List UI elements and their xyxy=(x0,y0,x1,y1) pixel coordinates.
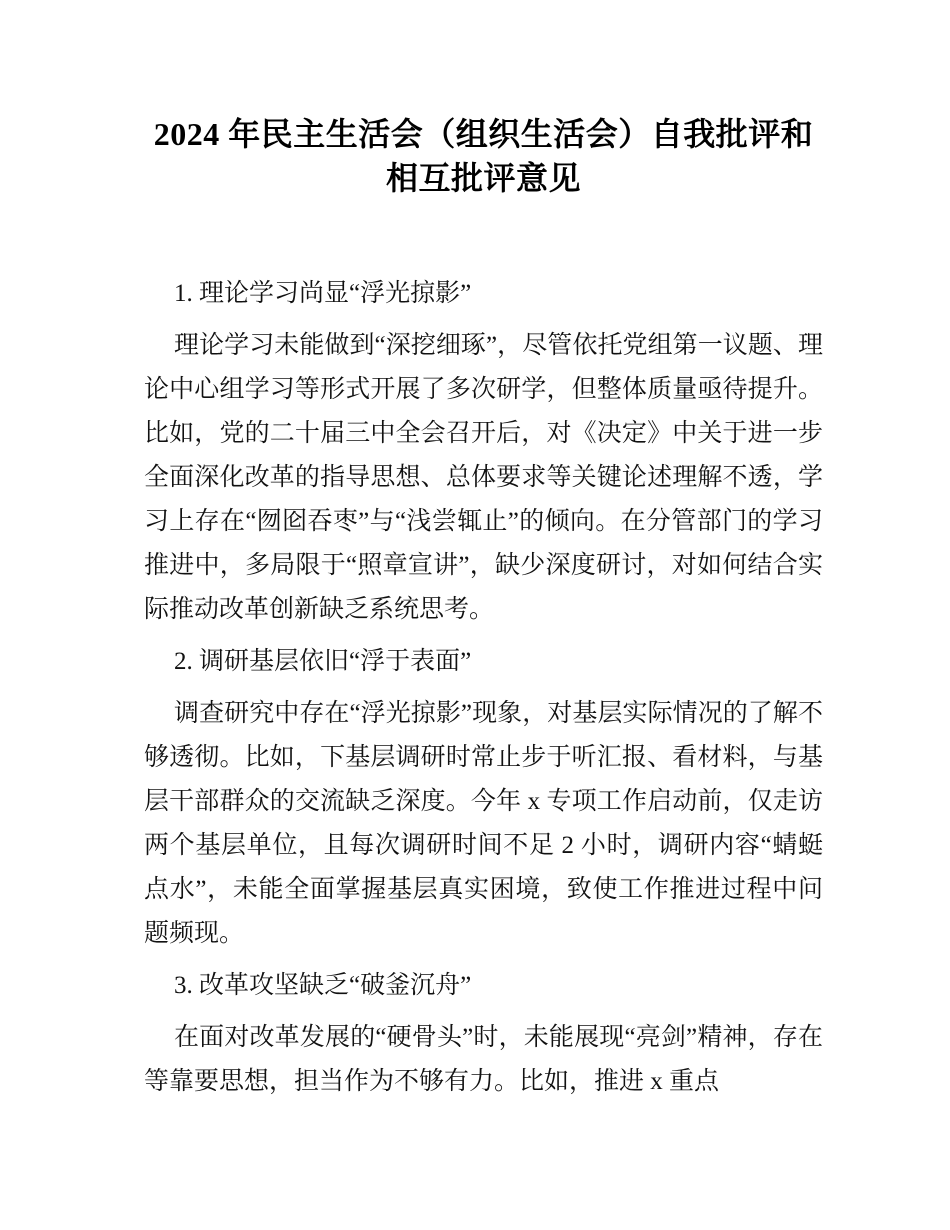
document-content xyxy=(144,112,823,1104)
section-heading: 2. 调研基层依旧“浮于表面” xyxy=(174,648,472,675)
body-paragraph: 在面对改革发展的“硬骨头”时，未能展现“亮剑”精神，存在等靠要思想，担当作为不够有力。比如，推进 x 重点 xyxy=(144,1024,823,1095)
body-paragraph: 理论学习未能做到“深挖细琢”，尽管依托党组第一议题、理论中心组学习等形式开展了多次研学，但整体质量亟待提升。比如，党的二十届三中全会召开后，对《决定》中关于进一步全面深化改革的指导思想、总体要求等关键论述理解不透，学习上存在“囫囵吞枣”与“浅尝辄止”的倾向。在分管部门的学习推进中，多局限于“照章宣讲”，缺少深度研讨，对如何结合实际推动改革创新缺乏系统思考。 xyxy=(144,332,823,623)
document-title: 2024 年民主生活会（组织生活会）自我批评和相互批评意见 xyxy=(153,116,814,196)
section-heading: 3. 改革攻坚缺乏“破釜沉舟” xyxy=(174,972,472,999)
section-heading: 1. 理论学习尚显“浮光掠影” xyxy=(174,280,472,307)
body-paragraph: 调查研究中存在“浮光掠影”现象，对基层实际情况的了解不够透彻。比如，下基层调研时常止步于听汇报、看材料，与基层干部群众的交流缺乏深度。今年 x 专项工作启动前，仅走访两个基层单位，且每次调研时间不足 2 小时，调研内容“蜻蜓点水”，未能全面掌握基层真实困境，致使工作推进过程中问题频现。 xyxy=(144,700,823,947)
document-body xyxy=(144,272,823,1104)
